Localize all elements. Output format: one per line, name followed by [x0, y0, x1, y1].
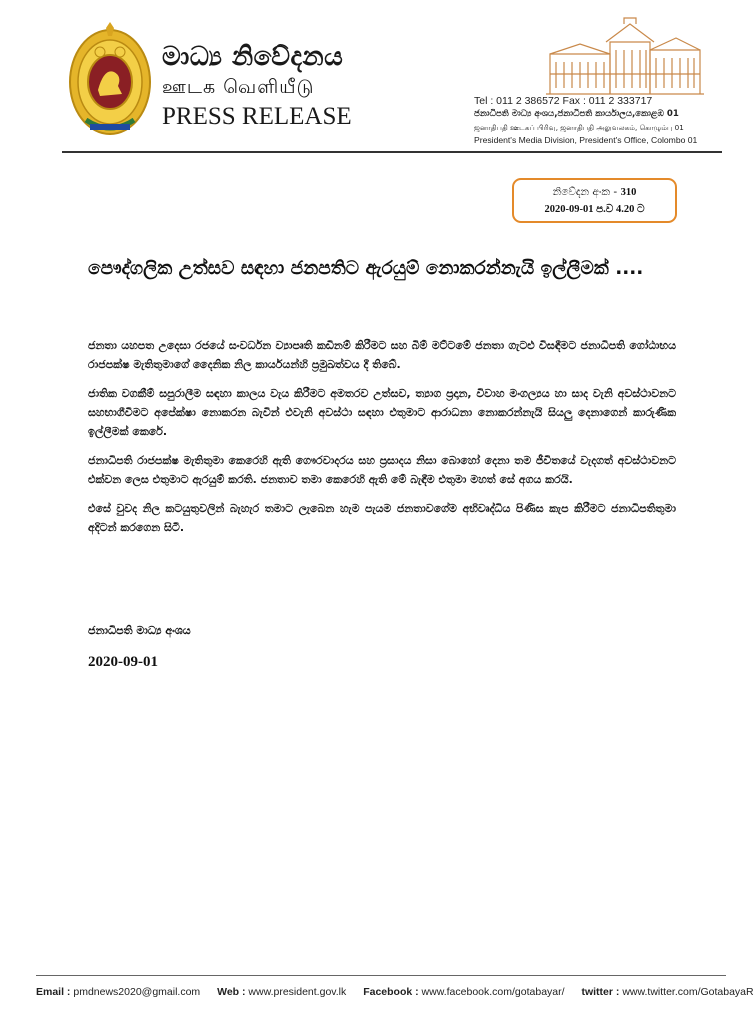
paragraph: ජාතික වගකීම් සපුරාලීම සඳහා කාලය වැය කිරීමට අමතරව උත්සව, ත්‍යාග ප්‍රදාන, විවාහ මංගල්‍යය හා සාද වැනි අවස්ථාවනට සහභාගීවීමට අපේක්ෂා නොකරන බැවින් එවැනි අවස්ථා සඳහා එතුමාට ආරාධනා නොකරන්නැයි සියලු දෙනාගෙන් කාරුණික ඉල්ලීමක් කෙරේ. — [88, 387, 676, 438]
headline: පෞද්ගලික උත්සව සඳහා ජනපතිට ඇරයුම් නොකරන්නැයි ඉල්ලීමක් .... — [88, 258, 644, 279]
title-tamil: ஊடக வெளியீடு — [162, 76, 315, 98]
title-sinhala: මාධ්‍ය නිවේදනය — [162, 42, 344, 72]
address-english: President's Media Division, President's Office, Colombo 01 — [474, 135, 698, 145]
footer-divider — [36, 975, 726, 976]
web-label: Web : — [217, 986, 246, 998]
release-reference-box — [512, 178, 677, 223]
web-link[interactable]: www.president.gov.lk — [248, 986, 347, 998]
footer — [36, 986, 754, 998]
release-datetime: 2020-09-01 ප.ව 4.20 ට — [544, 204, 645, 215]
header-divider — [62, 151, 722, 153]
presidents-office-building-icon — [540, 14, 710, 96]
signature-date: 2020-09-01 — [88, 654, 158, 670]
release-number-value: 310 — [620, 187, 637, 198]
phone-fax: Tel : 011 2 386572 Fax : 011 2 333717 — [474, 95, 653, 107]
release-number — [514, 184, 675, 201]
email-label: Email : — [36, 986, 71, 998]
twitter-link[interactable]: www.twitter.com/GotabayaR — [622, 986, 754, 998]
facebook-label: Facebook : — [363, 986, 419, 998]
address-sinhala: ජනාධිපති මාධ්‍ය අංශය,ජනාධිපති කාර්යාලය,කොළඹ 01 — [474, 109, 679, 119]
body-text — [88, 336, 676, 547]
email-link[interactable]: pmdnews2020@gmail.com — [73, 986, 201, 998]
sri-lanka-emblem-icon — [66, 20, 154, 138]
title-english: PRESS RELEASE — [162, 103, 352, 130]
press-release-title — [162, 42, 362, 132]
facebook-link[interactable]: www.facebook.com/gotabayar/ — [421, 986, 565, 998]
contact-info — [474, 95, 719, 147]
signature-office: ජනාධිපති මාධ්‍ය අංශය — [88, 624, 191, 637]
address-tamil: ஜனாதிபதி ஊடகப் பிரிவு, ஜனாதிபதி அலுவலகம், கொழும்பு 01 — [474, 123, 684, 132]
paragraph: ජනාධිපති රාජපක්ෂ මැතිතුමා කෙරෙහි ඇති ගෞරවාදරය සහ ප්‍රසාදය නිසා බොහෝ දෙනා තම ජීවිතයේ වැදගත් අවස්ථාවනට එක්වන ලෙස එතුමාට ඇරයුම් කරති. ජනතාව තමා කෙරෙහි ඇති මේ බැඳීම එතුමා මහත් සේ අගය කරයි. — [88, 454, 676, 486]
paragraph: ජනතා යහපත උදෙසා රජයේ සංවර්ධන ව්‍යාපෘති කඩිනම් කිරීමට සහ බිම් මට්ටමේ ජනතා ගැටළු විසඳීමට ජනාධිපති ගෝඨාභය රාජපක්ෂ මැතිතුමාගේ දෛනික නිල කාර්යයන්හි ප්‍රමුඛත්වය දී තිබේ. — [88, 339, 676, 371]
twitter-label: twitter : — [581, 986, 620, 998]
paragraph: එසේ වුවද නිල කටයුතුවලින් බැහැර තමාට ලැබෙන හැම පැයම ජනතාවගේම අභිවෘද්ධිය පිණිස කැප කිරීමට ජනාධිපතිතුමා අදිටන් කරගෙන සිටී. — [88, 502, 676, 534]
release-number-label: නිවේදන අංක - — [552, 186, 621, 198]
